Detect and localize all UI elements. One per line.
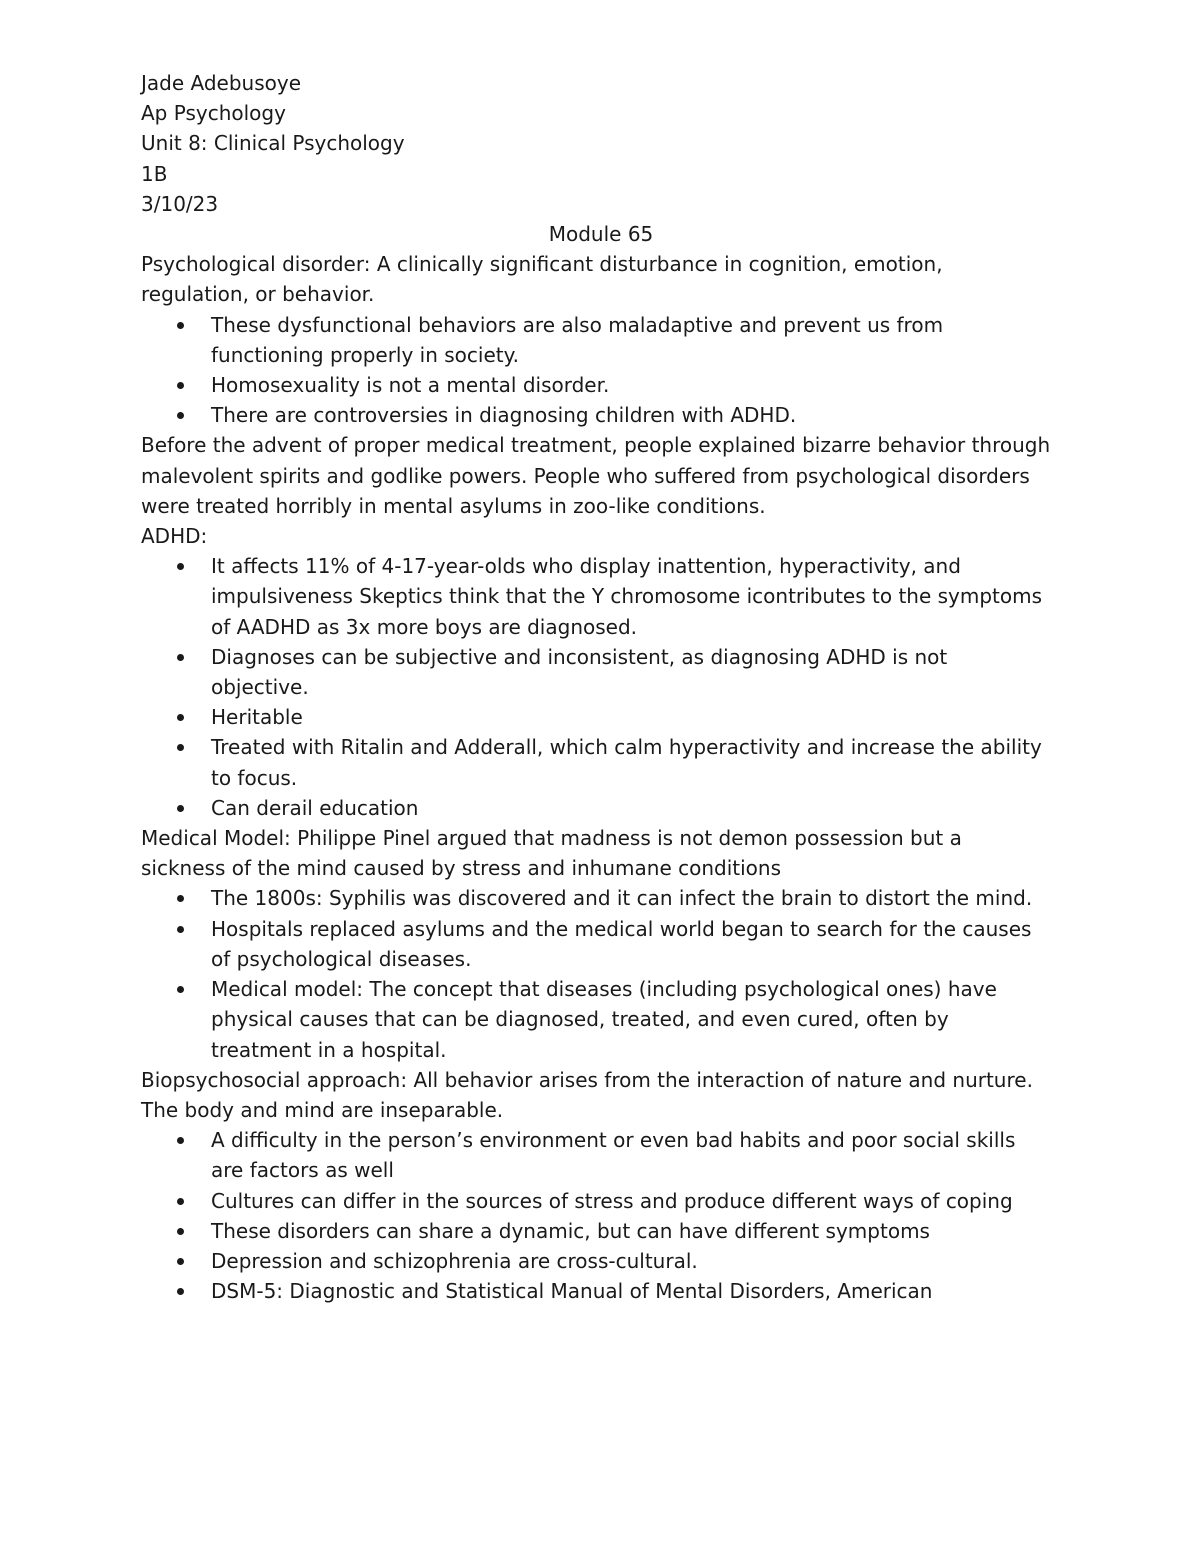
list-item <box>141 914 1051 974</box>
list-item-text: There are controversies in diagnosing children with ADHD. <box>211 403 797 428</box>
section-intro: Before the advent of proper medical treatment, people explained bizarre behavior through malevolent spirits and godlike powers. People who suffered from psychological disorders were treated horribly in mental asylums in zoo-like conditions. <box>141 433 1051 518</box>
student-name: Jade Adebusoye <box>141 71 302 95</box>
class-period: 1B <box>141 161 168 186</box>
section-intro: Medical Model: Philippe Pinel argued that madness is not demon possession but a sickness of the mind caused by stress and inhumane conditions <box>141 826 962 881</box>
bullet-icon <box>177 805 184 812</box>
bullet-icon <box>177 382 184 389</box>
bullet-list <box>141 1125 1051 1306</box>
list-item <box>141 732 1051 792</box>
bullet-icon <box>177 926 184 933</box>
list-item-text: Homosexuality is not a mental disorder. <box>211 373 610 398</box>
list-item-text: These disorders can share a dynamic, but can have different symptoms <box>211 1218 930 1243</box>
bullet-icon <box>177 1137 184 1144</box>
document-page <box>141 68 1051 1306</box>
bullet-icon <box>177 714 184 721</box>
section-intro: Biopsychosocial approach: All behavior arises from the interaction of nature and nurture. The body and mind are inseparable. <box>141 1067 1033 1122</box>
list-item <box>141 310 1051 370</box>
bullet-icon <box>177 1288 184 1295</box>
bullet-icon <box>177 986 184 993</box>
list-item <box>141 1276 1051 1306</box>
bullet-icon <box>177 744 184 751</box>
list-item-text: Treated with Ritalin and Adderall, which calm hyperactivity and increase the ability to focus. <box>211 735 1042 790</box>
list-item <box>141 370 1051 400</box>
list-item-text: It affects 11% of 4-17-year-olds who display inattention, hyperactivity, and impulsiveness Skeptics think that the Y chromosome icontributes to the symptoms of AADHD as 3x more boys are diagnosed. <box>211 554 1043 639</box>
document-date: 3/10/23 <box>141 191 219 216</box>
list-item-text: Medical model: The concept that diseases (including psychological ones) have physical causes that can be diagnosed, treated, and even cured, often by treatment in a hospital. <box>211 977 997 1062</box>
list-item <box>141 551 1051 642</box>
list-item <box>141 1216 1051 1246</box>
list-item <box>141 883 1051 913</box>
list-item <box>141 1125 1051 1185</box>
list-item-text: Hospitals replaced asylums and the medical world began to search for the causes of psychological diseases. <box>211 916 1032 971</box>
section-intro: ADHD: <box>141 524 208 549</box>
list-item <box>141 1186 1051 1216</box>
list-item <box>141 793 1051 823</box>
list-item-text: A difficulty in the person’s environment or even bad habits and poor social skills are factors as well <box>211 1128 1016 1183</box>
list-item-text: Cultures can differ in the sources of stress and produce different ways of coping <box>211 1188 1013 1213</box>
list-item-text: The 1800s: Syphilis was discovered and it can infect the brain to distort the mind. <box>211 886 1033 911</box>
bullet-icon <box>177 322 184 329</box>
bullet-list <box>141 310 1051 431</box>
bullet-list <box>141 551 1051 823</box>
list-item-text: Depression and schizophrenia are cross-cultural. <box>211 1248 698 1273</box>
list-item-text: Diagnoses can be subjective and inconsistent, as diagnosing ADHD is not objective. <box>211 644 948 700</box>
module-title: Module 65 <box>548 222 654 247</box>
list-item-text: DSM-5: Diagnostic and Statistical Manual of Mental Disorders, American <box>211 1279 933 1304</box>
list-item <box>141 702 1051 732</box>
unit-title: Unit 8: Clinical Psychology <box>141 131 405 156</box>
list-item <box>141 1246 1051 1276</box>
bullet-icon <box>177 1228 184 1235</box>
bullet-icon <box>177 563 184 570</box>
list-item <box>141 642 1051 702</box>
notes-body <box>141 249 1051 1306</box>
bullet-icon <box>177 1198 184 1205</box>
bullet-icon <box>177 654 184 661</box>
list-item <box>141 974 1051 1065</box>
list-item <box>141 400 1051 430</box>
section-intro: Psychological disorder: A clinically significant disturbance in cognition, emotion, regulation, or behavior. <box>141 252 943 307</box>
list-item-text: Can derail education <box>211 795 419 820</box>
list-item-text: Heritable <box>211 705 303 730</box>
bullet-icon <box>177 1258 184 1265</box>
bullet-icon <box>177 895 184 902</box>
course-name: Ap Psychology <box>141 101 286 126</box>
list-item-text: These dysfunctional behaviors are also maladaptive and prevent us from functioning properly in society. <box>211 312 944 367</box>
bullet-list <box>141 883 1051 1064</box>
bullet-icon <box>177 412 184 419</box>
